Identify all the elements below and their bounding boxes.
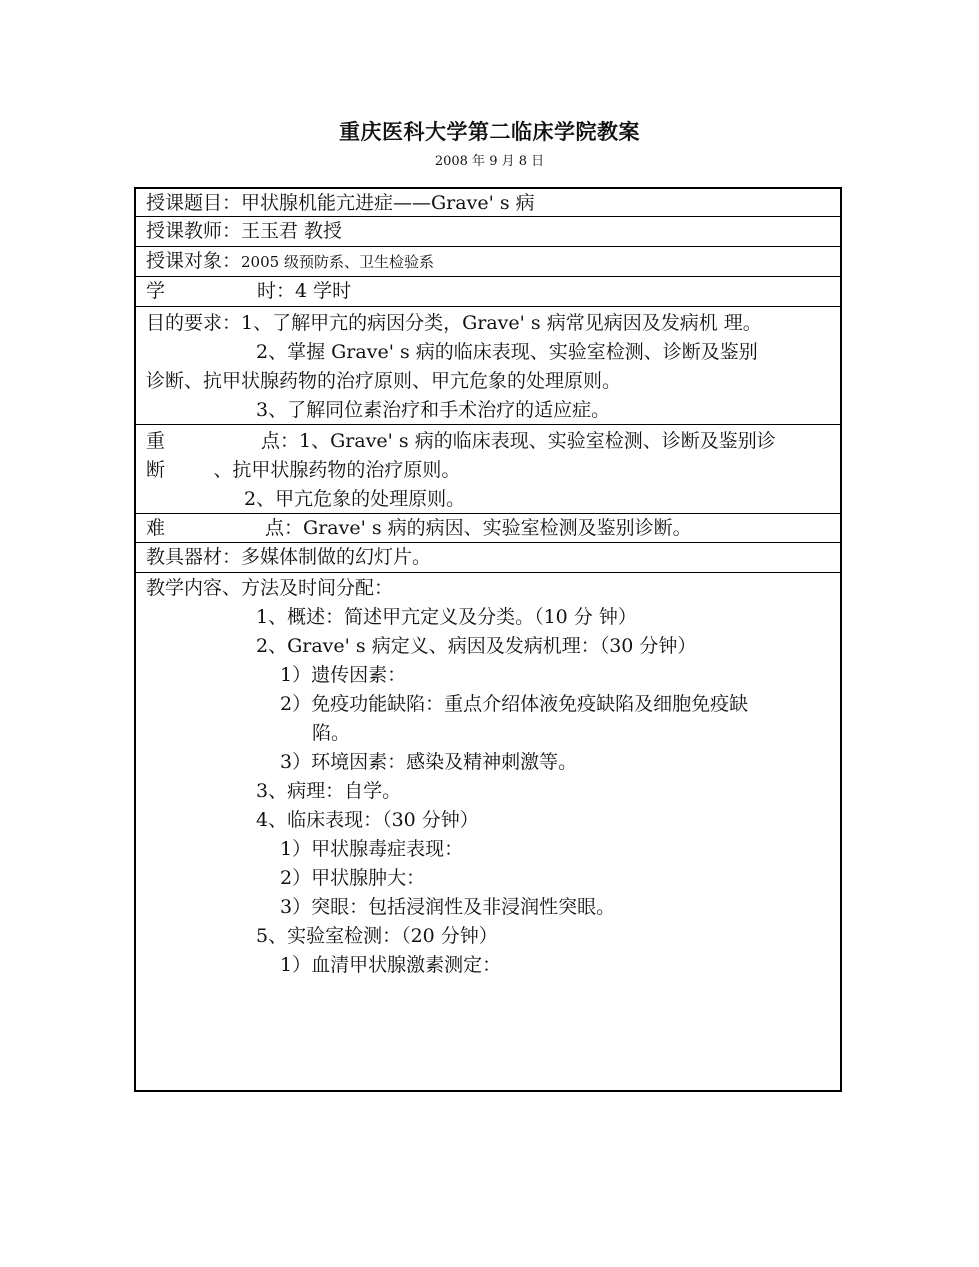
content-line: 2）免疫功能缺陷：重点介绍体液免疫缺陷及细胞免疫缺 bbox=[280, 693, 749, 715]
row-difficult bbox=[136, 514, 840, 543]
hours-label: 学 bbox=[146, 280, 166, 302]
row-goals bbox=[136, 307, 840, 425]
key-label: 重 bbox=[146, 430, 166, 452]
content-line: 1）甲状腺毒症表现： bbox=[280, 838, 464, 860]
goal-line-3: 诊断、抗甲状腺药物的治疗原则、甲亢危象的处理原则。 bbox=[146, 370, 622, 392]
row-key-points bbox=[136, 425, 840, 514]
document-title: 重庆医科大学第二临床学院教案 bbox=[339, 119, 640, 144]
content-line: 5、实验室检测：（20 分钟） bbox=[256, 925, 498, 947]
difficult-label: 难 bbox=[146, 517, 166, 539]
topic-text: 授课题目：甲状腺机能亢进症——Grave' s 病 bbox=[146, 192, 535, 214]
row-teacher bbox=[136, 217, 840, 247]
content-heading: 教学内容、方法及时间分配： bbox=[146, 577, 394, 599]
document-date: 2008 年 9 月 8 日 bbox=[434, 154, 545, 169]
row-topic bbox=[136, 189, 840, 217]
content-line: 1）血清甲状腺激素测定： bbox=[280, 954, 502, 976]
content-line: 1、概述：简述甲亢定义及分类。（10 分 钟） bbox=[256, 606, 637, 628]
content-line: 3、病理：自学。 bbox=[256, 780, 402, 802]
content-line: 3）环境因素：感染及精神刺激等。 bbox=[280, 751, 578, 773]
goal-line-2: 2、掌握 Grave' s 病的临床表现、实验室检测、诊断及鉴别 bbox=[256, 341, 758, 363]
tools-text: 教具器材：多媒体制做的幻灯片。 bbox=[146, 546, 432, 568]
teacher-text: 授课教师：王玉君 教授 bbox=[146, 220, 343, 242]
row-audience bbox=[136, 247, 840, 277]
goal-line-4: 3、了解同位素治疗和手术治疗的适应症。 bbox=[256, 399, 611, 421]
row-content bbox=[136, 573, 840, 980]
content-line: 2、Grave' s 病定义、病因及发病机理：（30 分钟） bbox=[256, 635, 697, 657]
audience-label: 授课对象： bbox=[146, 250, 242, 272]
key-line-1 bbox=[146, 427, 832, 456]
audience-line bbox=[146, 247, 832, 276]
content-line: 3）突眼：包括浸润性及非浸润性突眼。 bbox=[280, 896, 616, 918]
hours-line bbox=[146, 277, 832, 306]
content-line: 陷。 bbox=[312, 722, 351, 744]
key-line-3: 2、甲亢危象的处理原则。 bbox=[244, 488, 466, 510]
content-line: 2）甲状腺肿大： bbox=[280, 867, 426, 889]
difficult-line bbox=[146, 514, 832, 543]
difficult-value: 点：Grave' s 病的病因、实验室检测及鉴别诊断。 bbox=[265, 517, 692, 539]
content-line: 1）遗传因素： bbox=[280, 664, 407, 686]
row-tools bbox=[136, 543, 840, 573]
audience-value: 2005 级预防系、卫生检验系 bbox=[241, 253, 434, 271]
lesson-plan-table bbox=[134, 187, 842, 1092]
goal-line-1: 目的要求：1、了解甲亢的病因分类，Grave' s 病常见病因及发病机 理。 bbox=[146, 312, 762, 334]
content-line: 4、临床表现：（30 分钟） bbox=[256, 809, 479, 831]
hours-value: 时：4 学时 bbox=[257, 280, 352, 302]
row-hours bbox=[136, 277, 840, 307]
key-text-1: 点：1、Grave' s 病的临床表现、实验室检测、诊断及鉴别诊 bbox=[261, 430, 776, 452]
key-line-2: 断 、抗甲状腺药物的治疗原则。 bbox=[146, 459, 461, 481]
